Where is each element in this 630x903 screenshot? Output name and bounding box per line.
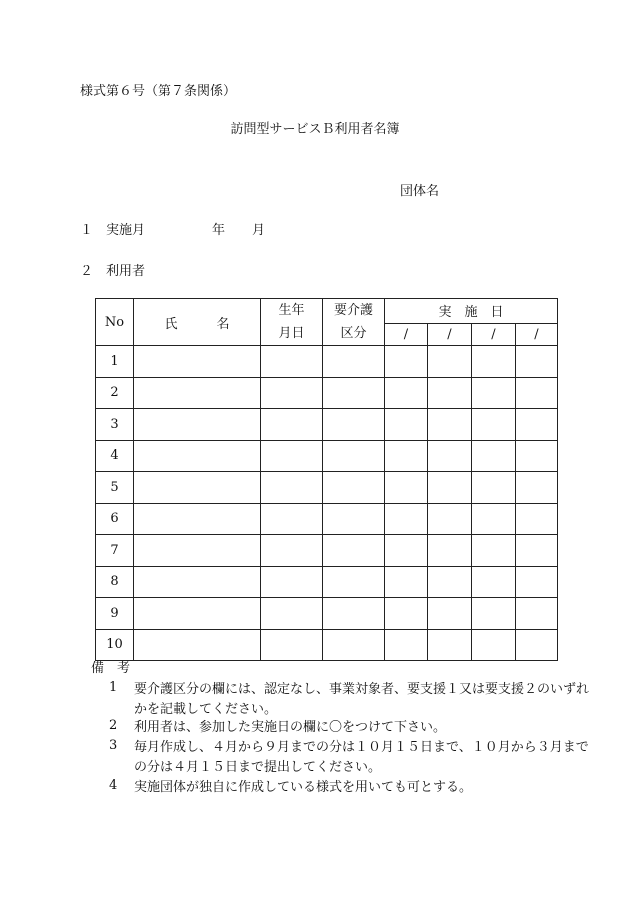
users-label: 利用者 (106, 264, 146, 279)
name-cell (134, 535, 261, 567)
care-level-cell (323, 598, 385, 630)
header-birthdate-line1: 生年 (278, 303, 305, 318)
date-cell-1 (385, 503, 428, 535)
date-cell-4 (516, 377, 558, 409)
name-cell (134, 346, 261, 378)
row-number: 1 (96, 346, 134, 378)
year-unit: 年 (212, 223, 226, 238)
remark-number: 2 (109, 718, 118, 733)
implementation-month-label: 実施月 (106, 223, 146, 238)
table-row (96, 440, 558, 472)
month-unit: 月 (252, 223, 266, 238)
date-cell-3 (472, 377, 516, 409)
care-level-cell (323, 409, 385, 441)
remark-text: 利用者は、参加した実施日の欄に〇をつけて下さい。 (134, 720, 447, 735)
row-number: 2 (96, 377, 134, 409)
table-row (96, 535, 558, 567)
table-row (96, 629, 558, 661)
birthdate-cell (261, 409, 323, 441)
birthdate-cell (261, 629, 323, 661)
header-implementation-dates: 実 施 日 (385, 299, 558, 324)
header-no: No (96, 299, 134, 346)
date-cell-4 (516, 535, 558, 567)
name-cell (134, 503, 261, 535)
date-cell-3 (472, 629, 516, 661)
birthdate-cell (261, 535, 323, 567)
table-row (96, 409, 558, 441)
row-number: 4 (96, 440, 134, 472)
table-row (96, 503, 558, 535)
date-cell-1 (385, 535, 428, 567)
form-number: 様式第６号（第７条関係） (80, 84, 237, 99)
header-care-level (323, 299, 385, 346)
date-slot-1: / (385, 323, 428, 345)
header-birthdate-line2: 月日 (278, 326, 305, 341)
care-level-cell (323, 503, 385, 535)
date-cell-2 (428, 377, 472, 409)
date-cell-1 (385, 472, 428, 504)
date-cell-1 (385, 377, 428, 409)
table-row (96, 472, 558, 504)
row-number: 7 (96, 535, 134, 567)
header-care-level-line1: 要介護 (333, 303, 373, 318)
remark-text: 実施団体が独自に作成している様式を用いても可とする。 (134, 780, 473, 795)
remarks-heading: 備 考 (91, 661, 131, 676)
date-cell-2 (428, 629, 472, 661)
name-cell (134, 440, 261, 472)
date-cell-4 (516, 440, 558, 472)
organization-label: 団体名 (400, 184, 440, 199)
table-row (96, 598, 558, 630)
date-cell-2 (428, 346, 472, 378)
date-cell-1 (385, 629, 428, 661)
care-level-cell (323, 629, 385, 661)
header-name: 氏 名 (134, 299, 261, 346)
date-cell-2 (428, 409, 472, 441)
date-cell-4 (516, 598, 558, 630)
date-cell-2 (428, 598, 472, 630)
row-number: 10 (96, 629, 134, 661)
name-cell (134, 472, 261, 504)
date-cell-3 (472, 535, 516, 567)
name-cell (134, 629, 261, 661)
birthdate-cell (261, 346, 323, 378)
birthdate-cell (261, 503, 323, 535)
date-cell-3 (472, 566, 516, 598)
header-care-level-line2: 区分 (340, 326, 367, 341)
date-slot-3: / (472, 323, 516, 345)
birthdate-cell (261, 440, 323, 472)
remark-number: 4 (109, 778, 118, 793)
date-cell-4 (516, 472, 558, 504)
birthdate-cell (261, 598, 323, 630)
birthdate-cell (261, 377, 323, 409)
section-2-number: ２ (80, 264, 94, 279)
name-cell (134, 409, 261, 441)
date-cell-2 (428, 566, 472, 598)
row-number: 3 (96, 409, 134, 441)
row-number: 5 (96, 472, 134, 504)
remark-number: 3 (109, 738, 118, 753)
user-roster-table (95, 298, 558, 661)
date-slot-2: / (428, 323, 472, 345)
date-cell-2 (428, 535, 472, 567)
header-birthdate (261, 299, 323, 346)
document-title: 訪問型サービスＢ利用者名簿 (230, 122, 400, 137)
remark-number: 1 (109, 680, 118, 695)
row-number: 6 (96, 503, 134, 535)
care-level-cell (323, 535, 385, 567)
date-cell-3 (472, 503, 516, 535)
table-row (96, 566, 558, 598)
date-cell-4 (516, 346, 558, 378)
date-cell-4 (516, 629, 558, 661)
remark-text: 毎月作成し、４月から９月までの分は１０月１５日まで、１０月から３月までの分は４月１５日まで提出してください。 (134, 740, 589, 775)
date-cell-1 (385, 598, 428, 630)
care-level-cell (323, 472, 385, 504)
name-cell (134, 566, 261, 598)
date-cell-3 (472, 346, 516, 378)
care-level-cell (323, 346, 385, 378)
date-cell-1 (385, 409, 428, 441)
date-slot-4: / (516, 323, 558, 345)
name-cell (134, 598, 261, 630)
care-level-cell (323, 377, 385, 409)
date-cell-1 (385, 440, 428, 472)
date-cell-2 (428, 440, 472, 472)
row-number: 9 (96, 598, 134, 630)
date-cell-4 (516, 409, 558, 441)
date-cell-1 (385, 346, 428, 378)
date-cell-2 (428, 503, 472, 535)
table-row (96, 377, 558, 409)
care-level-cell (323, 440, 385, 472)
date-cell-3 (472, 440, 516, 472)
date-cell-2 (428, 472, 472, 504)
section-1-number: １ (80, 223, 94, 238)
row-number: 8 (96, 566, 134, 598)
date-cell-4 (516, 566, 558, 598)
name-cell (134, 377, 261, 409)
table-row (96, 346, 558, 378)
date-cell-1 (385, 566, 428, 598)
date-cell-3 (472, 472, 516, 504)
date-cell-4 (516, 503, 558, 535)
date-cell-3 (472, 409, 516, 441)
date-cell-3 (472, 598, 516, 630)
remark-text: 要介護区分の欄には、認定なし、事業対象者、要支援１又は要支援２のいずれかを記載してください。 (134, 682, 590, 717)
care-level-cell (323, 566, 385, 598)
birthdate-cell (261, 472, 323, 504)
birthdate-cell (261, 566, 323, 598)
